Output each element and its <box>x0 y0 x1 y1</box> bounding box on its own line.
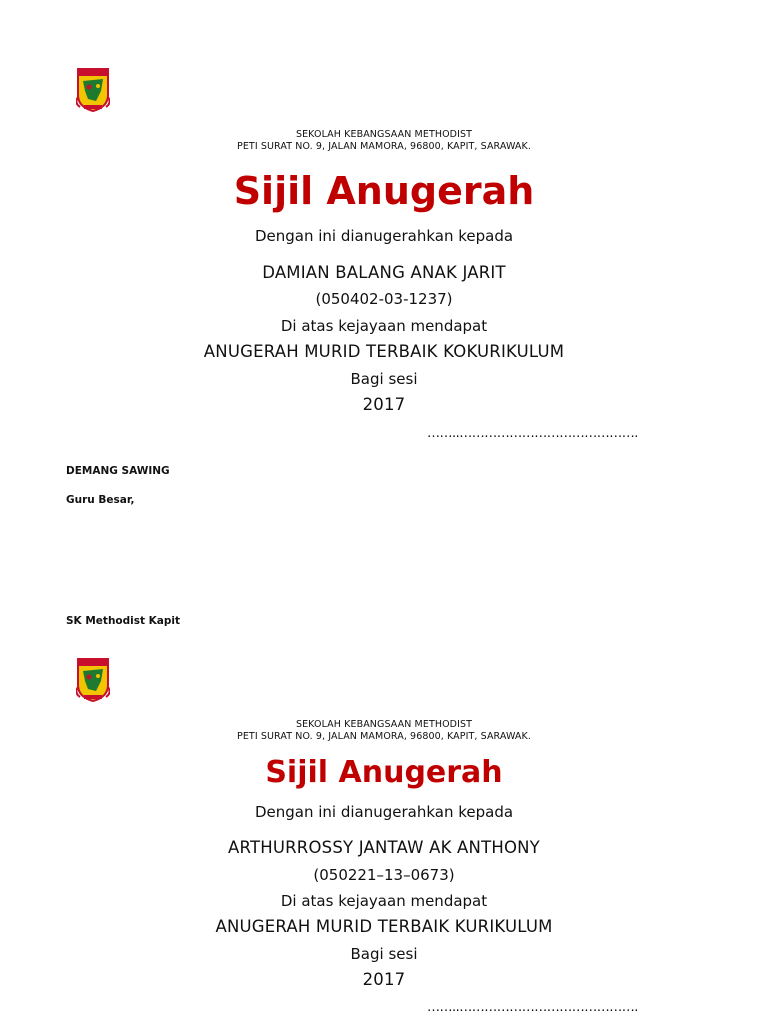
school-name: SEKOLAH KEBANGSAAN METHODIST <box>295 719 473 730</box>
school-name: SEKOLAH KEBANGSAAN METHODIST <box>295 129 473 140</box>
achievement-intro: Di atas kejayaan mendapat <box>280 317 488 335</box>
signature-line: ……..……………………………………. <box>427 426 638 441</box>
signature-line: ……..……………………………………. <box>427 1000 638 1015</box>
recipient-name: DAMIAN BALANG ANAK JARIT <box>262 263 506 282</box>
session-label: Bagi sesi <box>350 370 418 388</box>
school-address: PETI SURAT NO. 9, JALAN MAMORA, 96800, KAPIT, SARAWAK. <box>237 731 531 742</box>
signatory-name: DEMANG SAWING <box>66 465 170 477</box>
certificate-title: Sijil Anugerah <box>265 755 503 790</box>
achievement-intro: Di atas kejayaan mendapat <box>280 892 488 910</box>
session-label: Bagi sesi <box>350 945 418 963</box>
certificate-title: Sijil Anugerah <box>233 169 535 213</box>
intro-text: Dengan ini dianugerahkan kepada <box>254 227 514 245</box>
certificate-2 <box>0 645 768 1024</box>
school-crest-logo <box>76 67 110 113</box>
signatory-title: Guru Besar, <box>66 494 135 506</box>
recipient-id: (050402-03-1237) <box>315 290 453 308</box>
intro-text: Dengan ini dianugerahkan kepada <box>254 803 514 821</box>
award-name: ANUGERAH MURID TERBAIK KURIKULUM <box>215 917 553 936</box>
school-crest-logo <box>76 657 110 703</box>
session-year: 2017 <box>362 395 406 414</box>
recipient-name: ARTHURROSSY JANTAW AK ANTHONY <box>228 838 540 857</box>
award-name: ANUGERAH MURID TERBAIK KOKURIKULUM <box>203 342 565 361</box>
signatory-school: SK Methodist Kapit <box>66 615 181 627</box>
recipient-id: (050221–13–0673) <box>313 866 455 884</box>
session-year: 2017 <box>362 970 406 989</box>
school-address: PETI SURAT NO. 9, JALAN MAMORA, 96800, KAPIT, SARAWAK. <box>237 141 531 152</box>
